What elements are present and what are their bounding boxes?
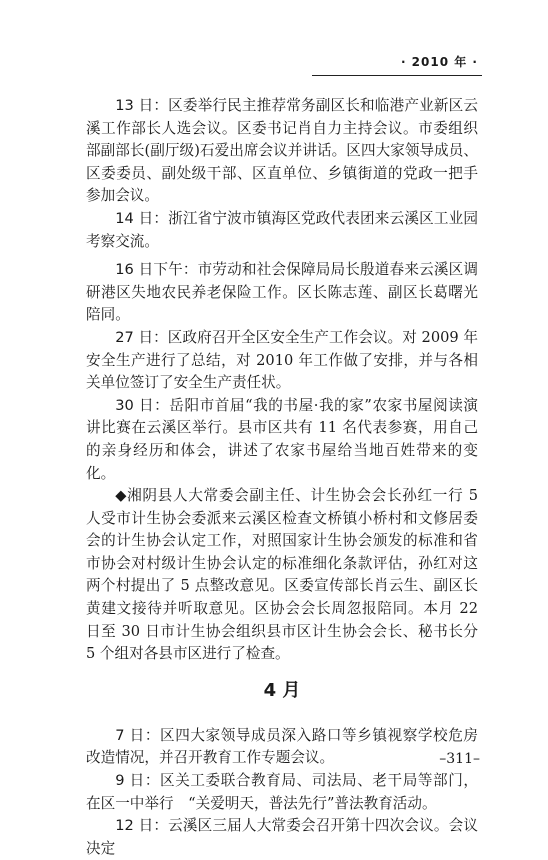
diamond-bullet-icon: ◆ xyxy=(115,487,128,505)
entry-13 xyxy=(86,95,478,208)
header-rule xyxy=(312,75,482,76)
entry-text: 区关工委联合教育局、司法局、老干局等部门，在区一中举行 “关爱明天，普法先行”普法教育活动。 xyxy=(86,772,478,812)
entry-bullet xyxy=(86,485,478,666)
entry-date: 16 日下午： xyxy=(115,261,198,279)
entry-text: 区四大家领导成员深入路口等乡镇视察学校危房改造情况，并召开教育工作专题会议。 xyxy=(86,726,478,767)
entry-apr-12 xyxy=(86,815,478,860)
entry-text: 湘阴县人大常委会副主任、计生协会会长孙红一行 5 人受市计生协会委派来云溪区检查文桥镇小桥村和文修居委会的计生协会认定工作，对照国家计生协会颁发的标准和省市协会对村级计生协会认定的标准细化条款评估，孙红对这两个村提出了 5 点整改意见。区委宣传部长肖云生、副区长黄建文接待并听取意见。区协会会长周忽报陪同。本月 22 日至 30 日市计生协会组织县市区计生协会会长、秘书长分 5 个组对各县市区进行了检查。 xyxy=(86,487,478,663)
entry-date: 27 日： xyxy=(115,328,168,346)
entry-date: 14 日： xyxy=(115,209,169,227)
entry-text: 市劳动和社会保障局局长殷道春来云溪区调研港区失地农民养老保险工作。区长陈志莲、副区长葛曙光陪同。 xyxy=(86,261,478,324)
entry-16 xyxy=(86,259,478,327)
entry-date: 7 日： xyxy=(115,726,161,744)
entry-date: 13 日： xyxy=(115,97,169,114)
page-number: –311– xyxy=(439,751,480,767)
entry-date: 12 日： xyxy=(115,817,169,835)
entry-text: 区政府召开全区安全生产工作会议。对 2009 年安全生产进行了总结，对 2010 年工作做了安排，并与各相关单位签订了安全生产责任状。 xyxy=(86,328,478,392)
running-header-year: · 2010 年 · xyxy=(400,55,478,69)
entry-text: 岳阳市首届“我的书屋·我的家”农家书屋阅读演讲比赛在云溪区举行。县市区共有 11 名代表参赛，用自己的亲身经历和体会，讲述了农家书屋给当地百姓带来的变化。 xyxy=(86,396,478,482)
entry-14 xyxy=(86,208,478,253)
entry-text: 浙江省宁波市镇海区党政代表团来云溪区工业园考察交流。 xyxy=(86,209,478,250)
entry-apr-7 xyxy=(86,725,478,770)
entry-27 xyxy=(86,327,478,395)
entry-date: 30 日： xyxy=(115,396,170,414)
month-heading: 4 月 xyxy=(263,679,301,701)
page-body xyxy=(86,95,478,860)
entry-text: 云溪区三届人大常委会召开第十四次会议。会议决定 xyxy=(86,817,478,857)
entry-30 xyxy=(86,395,478,485)
entry-date: 9 日： xyxy=(115,772,161,790)
entry-text: 区委举行民主推荐常务副区长和临港产业新区云溪工作部长人选会议。区委书记肖自力主持会议。市委组织部副部长(副厅级)石爱出席会议并讲话。区四大家领导成员、区委委员、副处级干部、区直单位、乡镇街道的党政一把手参加会议。 xyxy=(86,97,478,205)
